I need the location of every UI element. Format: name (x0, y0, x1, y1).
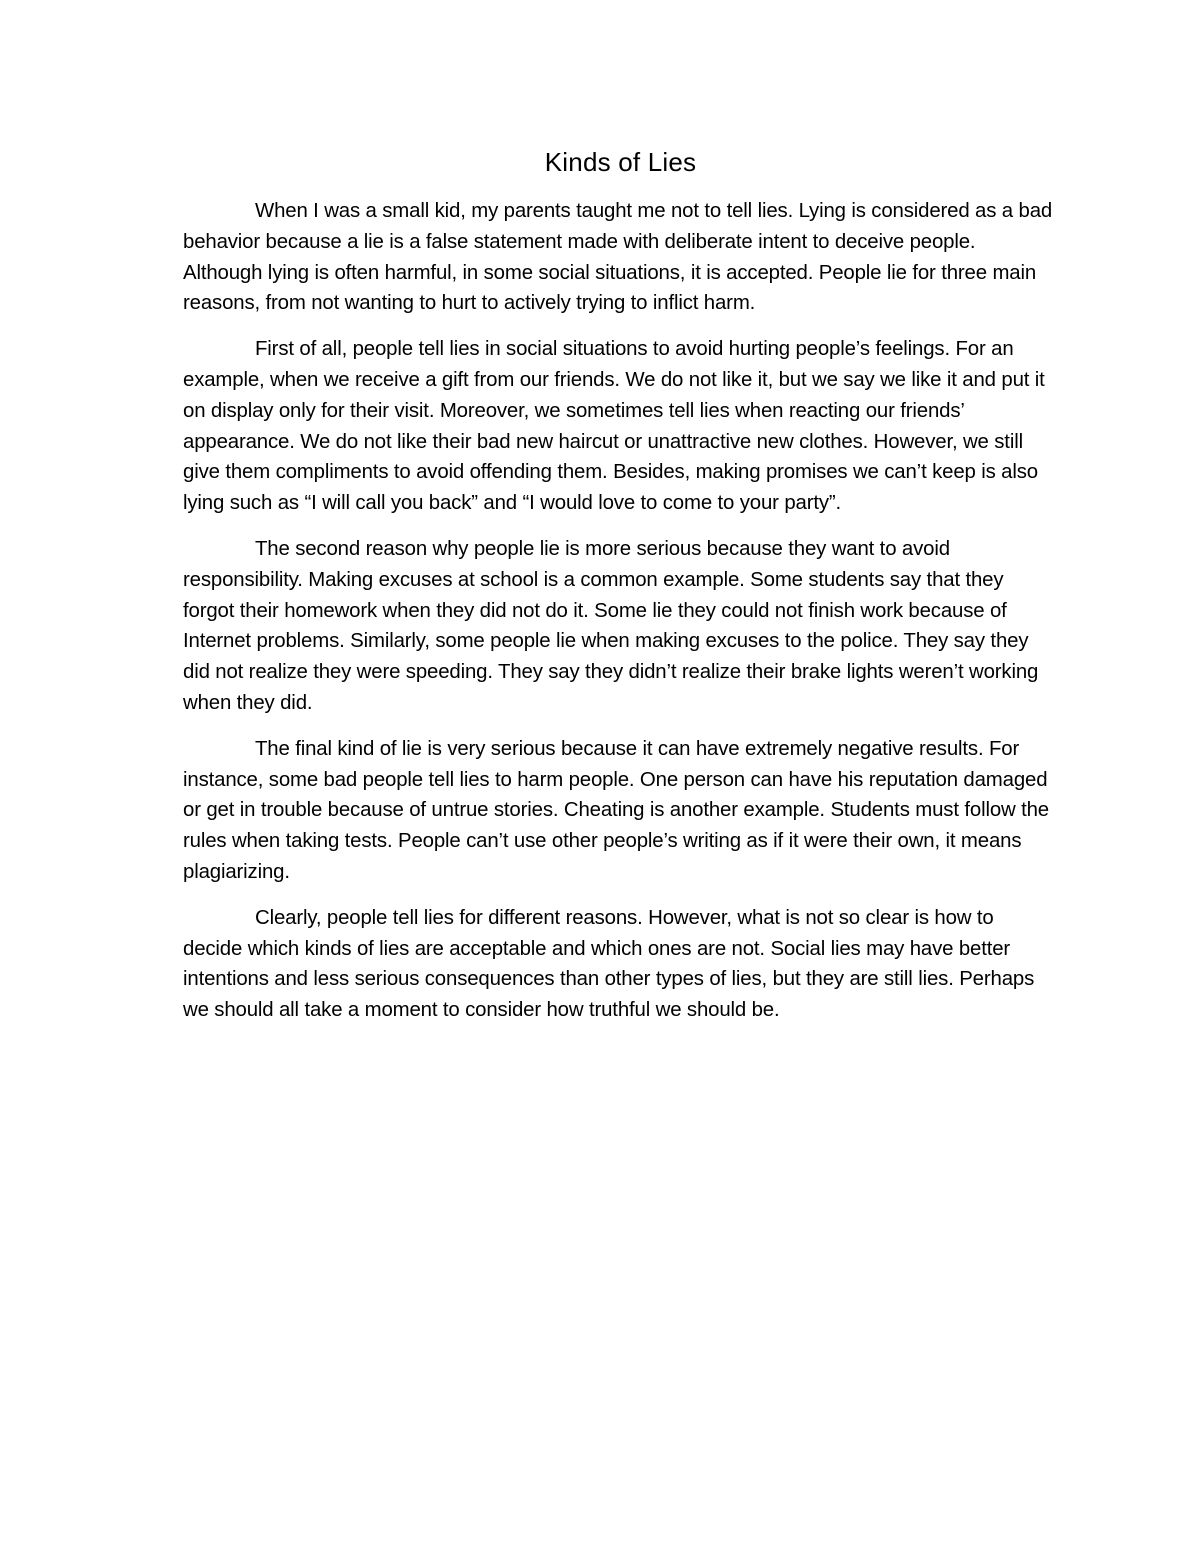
document-title: Kinds of Lies (544, 147, 697, 177)
paragraph-harmful-lies: The final kind of lie is very serious because it can have extremely negative results. For instance, some bad people tell lies to harm people. One person can have his reputation damaged or get in trouble because of untrue stories. Cheating is another example. Students must follow the rules when taking tests. People can’t use other people’s writing as if it were their own, it means plagiarizing. (183, 737, 1050, 883)
document-body (183, 142, 1058, 1041)
paragraph-social-lies: First of all, people tell lies in social situations to avoid hurting people’s feelings. For an example, when we receive a gift from our friends. We do not like it, but we say we like it and put it on display only for their visit. Moreover, we sometimes tell lies when reacting our friends’ appearance. We do not like their bad new haircut or unattractive new clothes. However, we still give them compliments to avoid offending them. Besides, making promises we can’t keep is also lying such as “I will call you back” and “I would love to come to your party”. (183, 338, 1045, 515)
paragraph-avoid-responsibility: The second reason why people lie is more serious because they want to avoid responsibility. Making excuses at school is a common example. Some students say that they forgot their homework when they did not do it. Some lie they could not finish work because of Internet problems. Similarly, some people lie when making excuses to the police. They say they did not realize they were speeding. They say they didn’t realize their brake lights weren’t working when they did. (183, 537, 1039, 714)
paragraph-introduction: When I was a small kid, my parents taught me not to tell lies. Lying is considered as a bad behavior because a lie is a false statement made with deliberate intent to deceive people. Although lying is often harmful, in some social situations, it is accepted. People lie for three main reasons, from not wanting to hurt to actively trying to inflict harm. (183, 200, 1053, 315)
paragraph-conclusion: Clearly, people tell lies for different reasons. However, what is not so clear is how to decide which kinds of lies are acceptable and which ones are not. Social lies may have better intentions and less serious consequences than other types of lies, but they are still lies. Perhaps we should all take a moment to consider how truthful we should be. (183, 906, 1035, 1022)
